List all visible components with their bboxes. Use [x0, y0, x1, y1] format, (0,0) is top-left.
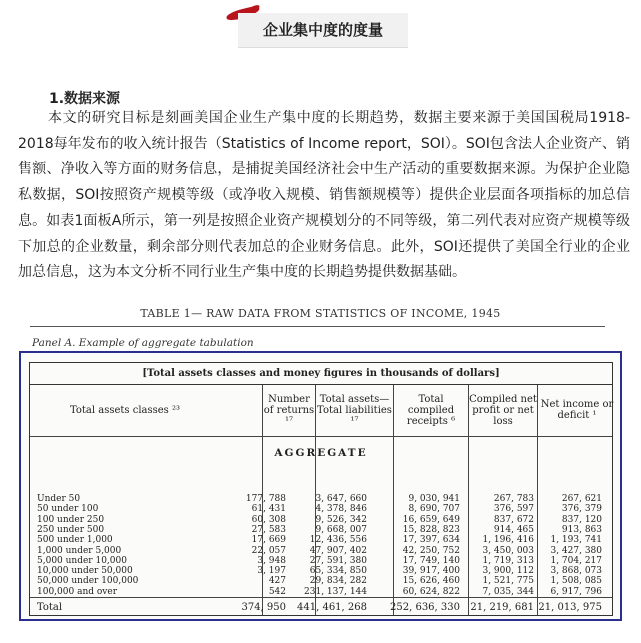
header-rule	[30, 436, 612, 437]
table-cell: 914, 465	[493, 524, 534, 535]
table-cell: 15, 626, 460	[402, 576, 460, 587]
table-frame	[29, 362, 613, 616]
column-header: Total assets—Total liabilities ¹⁷	[317, 393, 392, 427]
table-cell: 27, 591, 380	[309, 555, 367, 566]
total-cell: 252, 636, 330	[390, 602, 460, 613]
table-cell: 1, 196, 416	[482, 535, 534, 546]
table-row	[30, 546, 612, 556]
table-cell: 17, 397, 634	[402, 535, 460, 546]
table-cell: 12, 436, 556	[309, 535, 367, 546]
table-cell: 1, 521, 775	[482, 576, 534, 587]
table-cell: 3, 900, 112	[482, 566, 534, 577]
table-cell: 60, 308	[251, 514, 286, 525]
table-cell: 3, 948	[257, 555, 286, 566]
table-cell: 376, 597	[493, 504, 534, 515]
total-cell: 374, 950	[241, 602, 286, 613]
body-paragraph: 本文的研究目标是刻画美国企业生产集中度的长期趋势，数据主要来源于美国国税局1918-2018每年发布的收入统计报告（Statistics of Income report，SOI）。SOI包含法人企业资产、销售额、净收入等方面的财务信息，是捕捉美国经济社会中生产活动的重要数据来源。为保护企业隐私数据，SOI按照资产规模等级（或净收入规模、销售额规模等）提供企业层面各项指标的加总信息。如表1面板A所示，第一列是按照企业资产规模划分的不同等级，第二列代表对应资产规模等级下加总的企业数量，剩余部分则代表加总的企业财务信息。此外，SOI还提供了美国全行业的企业加总信息，这为本文分析不同行业生产集中度的长期趋势提供数据基础。	[18, 110, 630, 281]
table-cell: 29, 834, 282	[309, 576, 367, 587]
table-cell: 1, 508, 085	[550, 576, 602, 587]
column-header: Compiled net profit or net loss	[469, 393, 537, 427]
table-cell: 837, 672	[493, 514, 534, 525]
table-cell: 17, 749, 140	[402, 555, 460, 566]
table-row	[30, 535, 612, 545]
table-cell: 60, 624, 822	[402, 586, 460, 597]
row-label: 250 under 500	[37, 524, 105, 535]
table-cell: 8, 690, 707	[408, 504, 460, 515]
column-header: Net income or deficit ¹	[540, 399, 614, 421]
section-title: 1.数据来源	[49, 91, 121, 107]
table-cell: 3, 427, 380	[550, 545, 602, 556]
table-cell: 1, 193, 741	[550, 535, 602, 546]
column-header: Total assets classes ²³	[70, 404, 181, 416]
table-cell: 16, 659, 649	[402, 514, 460, 525]
table-cell: 22, 057	[251, 545, 286, 556]
table-cell: 27, 583	[251, 524, 286, 535]
total-row	[30, 603, 612, 613]
table-cell: 42, 250, 752	[402, 545, 460, 556]
table-cell: 47, 907, 402	[309, 545, 367, 556]
table-cell: 9, 030, 941	[408, 494, 460, 504]
total-cell: 21, 013, 975	[538, 602, 602, 613]
table-cell: 61, 431	[251, 504, 286, 515]
row-label: 50 under 100	[37, 504, 99, 515]
table-banner: [Total assets classes and money figures in thousands of dollars]	[30, 363, 612, 385]
scanned-table-image	[19, 351, 622, 621]
caption-rule	[30, 326, 605, 327]
table-cell: 17, 669	[251, 535, 286, 546]
table-row	[30, 504, 612, 514]
column-header: Number of returns ¹⁷	[263, 393, 315, 427]
row-label: 10,000 under 50,000	[37, 566, 133, 577]
table-cell: 1, 704, 217	[550, 555, 602, 566]
row-label: 500 under 1,000	[37, 535, 113, 546]
table-cell: 3, 647, 660	[315, 494, 367, 504]
table-cell: 376, 379	[561, 504, 602, 515]
row-label: 1,000 under 5,000	[37, 545, 122, 556]
section-label: AGGREGATE	[274, 447, 368, 459]
total-rule	[30, 597, 612, 598]
table-row	[30, 576, 612, 586]
table-caption: TABLE 1— RAW DATA FROM STATISTICS OF INCOME, 1945	[140, 307, 501, 320]
table-cell: 65, 334, 850	[309, 566, 367, 577]
table-cell: 7, 035, 344	[482, 586, 534, 597]
table-row	[30, 515, 612, 525]
panel-label: Panel A. Example of aggregate tabulation	[32, 337, 254, 349]
table-row	[30, 566, 612, 576]
row-label: 100 under 250	[37, 514, 105, 525]
table-cell: 913, 863	[561, 524, 602, 535]
table-cell: 4, 378, 846	[315, 504, 367, 515]
table-row	[30, 494, 612, 504]
table-cell: 39, 917, 400	[402, 566, 460, 577]
table-row	[30, 587, 612, 597]
table-cell: 6, 917, 796	[550, 586, 602, 597]
page-title: 企业集中度的度量	[262, 21, 383, 39]
table-cell: 15, 828, 823	[402, 524, 460, 535]
total-cell: 441, 461, 268	[297, 602, 367, 613]
table-cell: 1, 719, 313	[482, 555, 534, 566]
table-cell: 267, 621	[561, 494, 602, 504]
table-cell: 9, 526, 342	[315, 514, 367, 525]
table-row	[30, 525, 612, 535]
table-cell: 3, 450, 003	[482, 545, 534, 556]
table-cell: 542	[268, 586, 286, 597]
table-cell: 231, 137, 144	[304, 586, 367, 597]
table-cell: 427	[268, 576, 286, 587]
table-row	[30, 556, 612, 566]
table-cell: 3, 197	[257, 566, 286, 577]
row-label: 50,000 under 100,000	[37, 576, 139, 587]
table-cell: 837, 120	[561, 514, 602, 525]
table-cell: 9, 668, 007	[315, 524, 367, 535]
total-label: Total	[37, 602, 63, 613]
total-cell: 21, 219, 681	[470, 602, 534, 613]
column-header: Total compiled receipts ⁶	[406, 393, 456, 427]
row-label: 100,000 and over	[37, 586, 117, 597]
table-cell: 177, 788	[245, 494, 286, 504]
row-label: Under 50	[37, 494, 81, 504]
table-cell: 267, 783	[493, 494, 534, 504]
table-cell: 3, 868, 073	[550, 566, 602, 577]
row-label: 5,000 under 10,000	[37, 555, 127, 566]
